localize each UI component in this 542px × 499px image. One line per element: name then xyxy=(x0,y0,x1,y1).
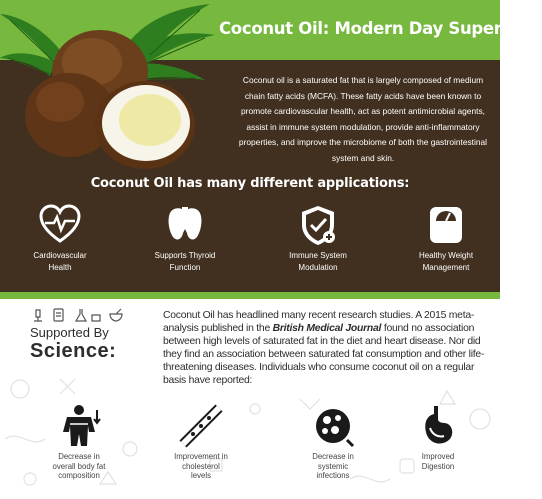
app-weight xyxy=(386,203,506,274)
clipboard-icon xyxy=(54,309,63,321)
app-cardiovascular xyxy=(0,203,120,274)
body-fat-icon xyxy=(57,404,101,448)
microscope-icon xyxy=(34,310,42,321)
app-thyroid xyxy=(125,203,245,274)
result-label-line1: Decrease in xyxy=(312,452,354,461)
result-label-line2: systemic xyxy=(317,461,349,471)
applications-heading: Coconut Oil has many different applications: xyxy=(90,176,410,191)
app-label-line1: Cardiovascular xyxy=(33,251,87,260)
study-text-after: found no association between high levels of saturated fat in the diet and heart disease. Nor did they find an association between saturated fat consumption and other life-threatening diseases. Individuals who consume coconut oil on a regular basis have reported: xyxy=(163,322,485,386)
page-title: Coconut Oil: Modern Day Superfood xyxy=(219,19,542,38)
app-label-line1: Healthy Weight xyxy=(418,251,474,260)
app-immune xyxy=(258,203,378,274)
thyroid-icon xyxy=(163,203,207,247)
supported-by-label: Supported By xyxy=(30,325,109,340)
mortar-icon xyxy=(110,309,122,321)
petri-dish-icon xyxy=(311,404,355,448)
result-label-line2: Digestion xyxy=(421,461,455,471)
science-label: Science: xyxy=(30,340,117,362)
section-divider xyxy=(0,292,500,299)
supported-by-science xyxy=(30,325,145,362)
result-infections xyxy=(278,404,388,481)
result-label-line3: levels xyxy=(191,471,211,480)
result-label-line2: cholesterol xyxy=(182,461,220,471)
result-label-line1: Improved xyxy=(421,452,455,461)
artery-icon xyxy=(179,404,223,448)
app-label-line1: Supports Thyroid xyxy=(154,251,216,260)
study-text-before: Coconut Oil has headlined many recent research studies. A 2015 meta-analysis published in the xyxy=(163,310,475,334)
result-label-line2: overall body fat xyxy=(52,461,106,471)
app-label-line2: Function xyxy=(169,263,201,272)
science-icons xyxy=(30,307,125,323)
scale-icon xyxy=(424,203,468,247)
coconut-illustration xyxy=(0,0,230,190)
stomach-icon xyxy=(416,404,460,448)
app-label-line2: Health xyxy=(48,263,72,272)
heart-pulse-icon xyxy=(38,203,82,247)
shield-check-icon xyxy=(296,203,340,247)
result-cholesterol xyxy=(146,404,256,481)
app-label-line1: Immune System xyxy=(289,251,347,260)
science-section xyxy=(0,299,500,499)
result-label-line1: Decrease in xyxy=(58,452,100,461)
intro-paragraph: Coconut oil is a saturated fat that is largely composed of medium chain fatty acids (MCFA). These fatty acids have been known to promote cardiovascular health, act as potent antimicrobial agents, assist in immune system modulation, provide anti-inflammatory properties, and improve the microbiome of both the gastrointestinal system and skin. xyxy=(238,75,488,163)
flask-icon xyxy=(76,309,100,321)
app-label-line2: Management xyxy=(422,263,470,272)
results-row xyxy=(0,404,500,499)
applications-row xyxy=(0,203,500,288)
app-label-line2: Modulation xyxy=(298,263,338,272)
result-label-line1: Improvement in xyxy=(174,452,228,461)
result-label-line3: infections xyxy=(316,471,350,480)
result-label-line3: composition xyxy=(58,471,100,480)
study-paragraph xyxy=(163,310,497,387)
result-digestion xyxy=(383,404,493,471)
result-body-fat xyxy=(24,404,134,481)
journal-name: British Medical Journal xyxy=(272,322,382,334)
